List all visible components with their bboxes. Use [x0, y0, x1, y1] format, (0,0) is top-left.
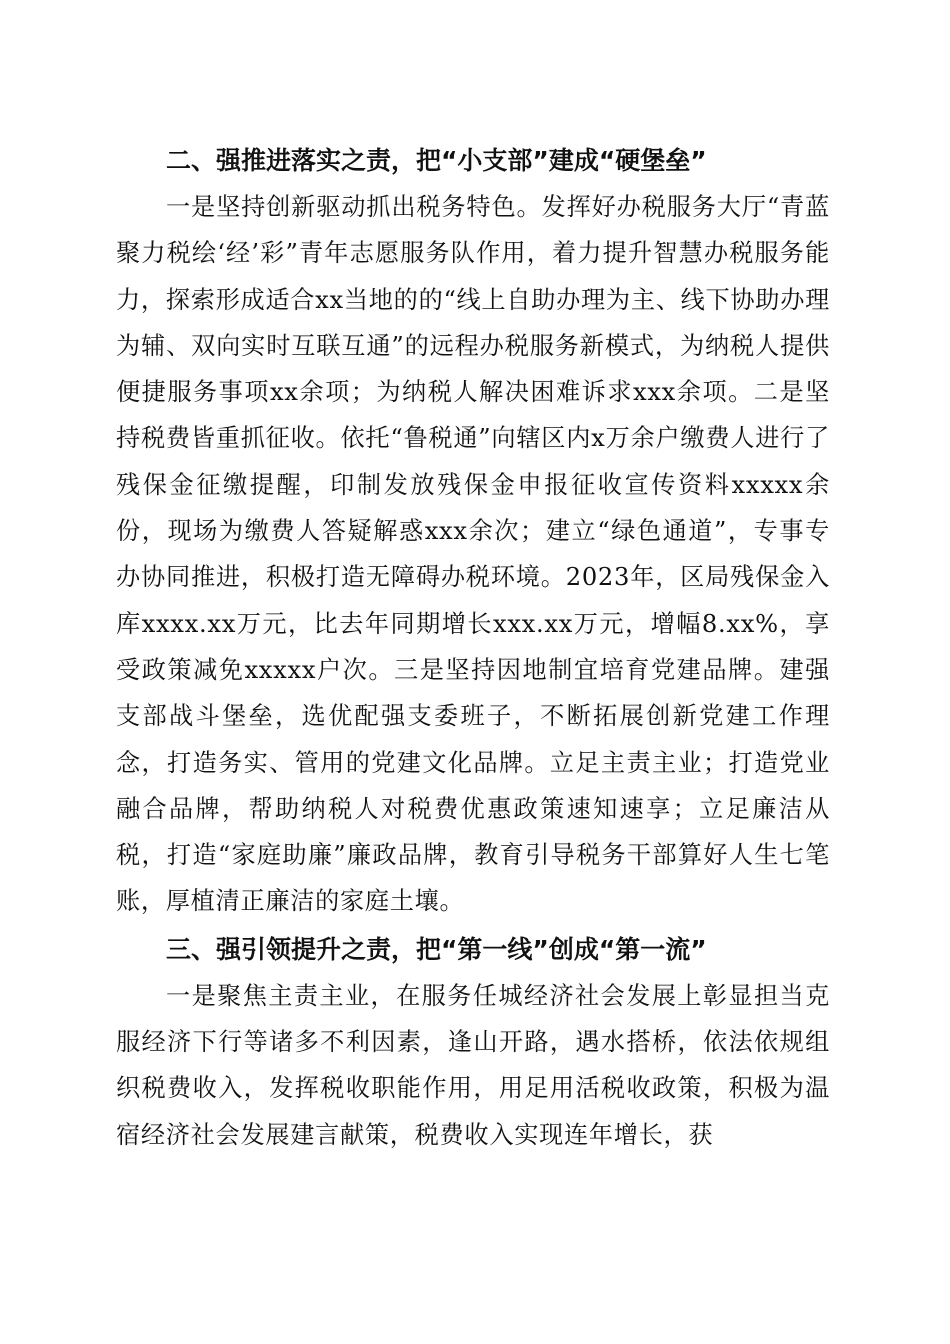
- section-two-paragraph: 一是坚持创新驱动抓出税务特色。发挥好办税服务大厅“青蓝聚力税绘‘经’彩”青年志愿服务队作用，着力提升智慧办税服务能力，探索形成适合xx当地的的“线上自助办理为主、线下协助办理为辅、双向实时互联互通”的远程办税服务新模式，为纳税人提供便捷服务事项xx余项；为纳税人解决困难诉求xxx余项。二是坚持税费皆重抓征收。依托“鲁税通”向辖区内x万余户缴费人进行了残保金征缴提醒，印制发放残保金申报征收宣传资料xxxxx余份，现场为缴费人答疑解惑xxx余次；建立“绿色通道”，专事专办协同推进，积极打造无障碍办税环境。2023年，区局残保金入库xxxx.xx万元，比去年同期增长xxx.xx万元，增幅8.xx%，享受政策减免xxxxx户次。三是坚持因地制宜培育党建品牌。建强支部战斗堡垒，选优配强支委班子，不断拓展创新党建工作理念，打造务实、管用的党建文化品牌。立足主责主业；打造党业融合品牌，帮助纳税人对税费优惠政策速知速享；立足廉洁从税，打造“家庭助廉”廉政品牌，教育引导税务干部算好人生七笔账，厚植清正廉洁的家庭土壤。: [116, 193, 830, 916]
- section-heading-three: 三、强引领提升之责，把“第一线”创成“第一流”: [166, 934, 707, 964]
- section-three-paragraph: 一是聚焦主责主业，在服务任城经济社会发展上彰显担当克服经济下行等诸多不利因素，逢山开路，遇水搭桥，依法依规组织税费收入，发挥税收职能作用，用足用活税收政策，积极为温宿经济社会发展建言献策，税费收入实现连年增长，获: [116, 981, 830, 1149]
- document-body: [116, 138, 830, 1158]
- section-heading-two: 二、强推进落实之责，把“小支部”建成“硬堡垒”: [166, 146, 707, 175]
